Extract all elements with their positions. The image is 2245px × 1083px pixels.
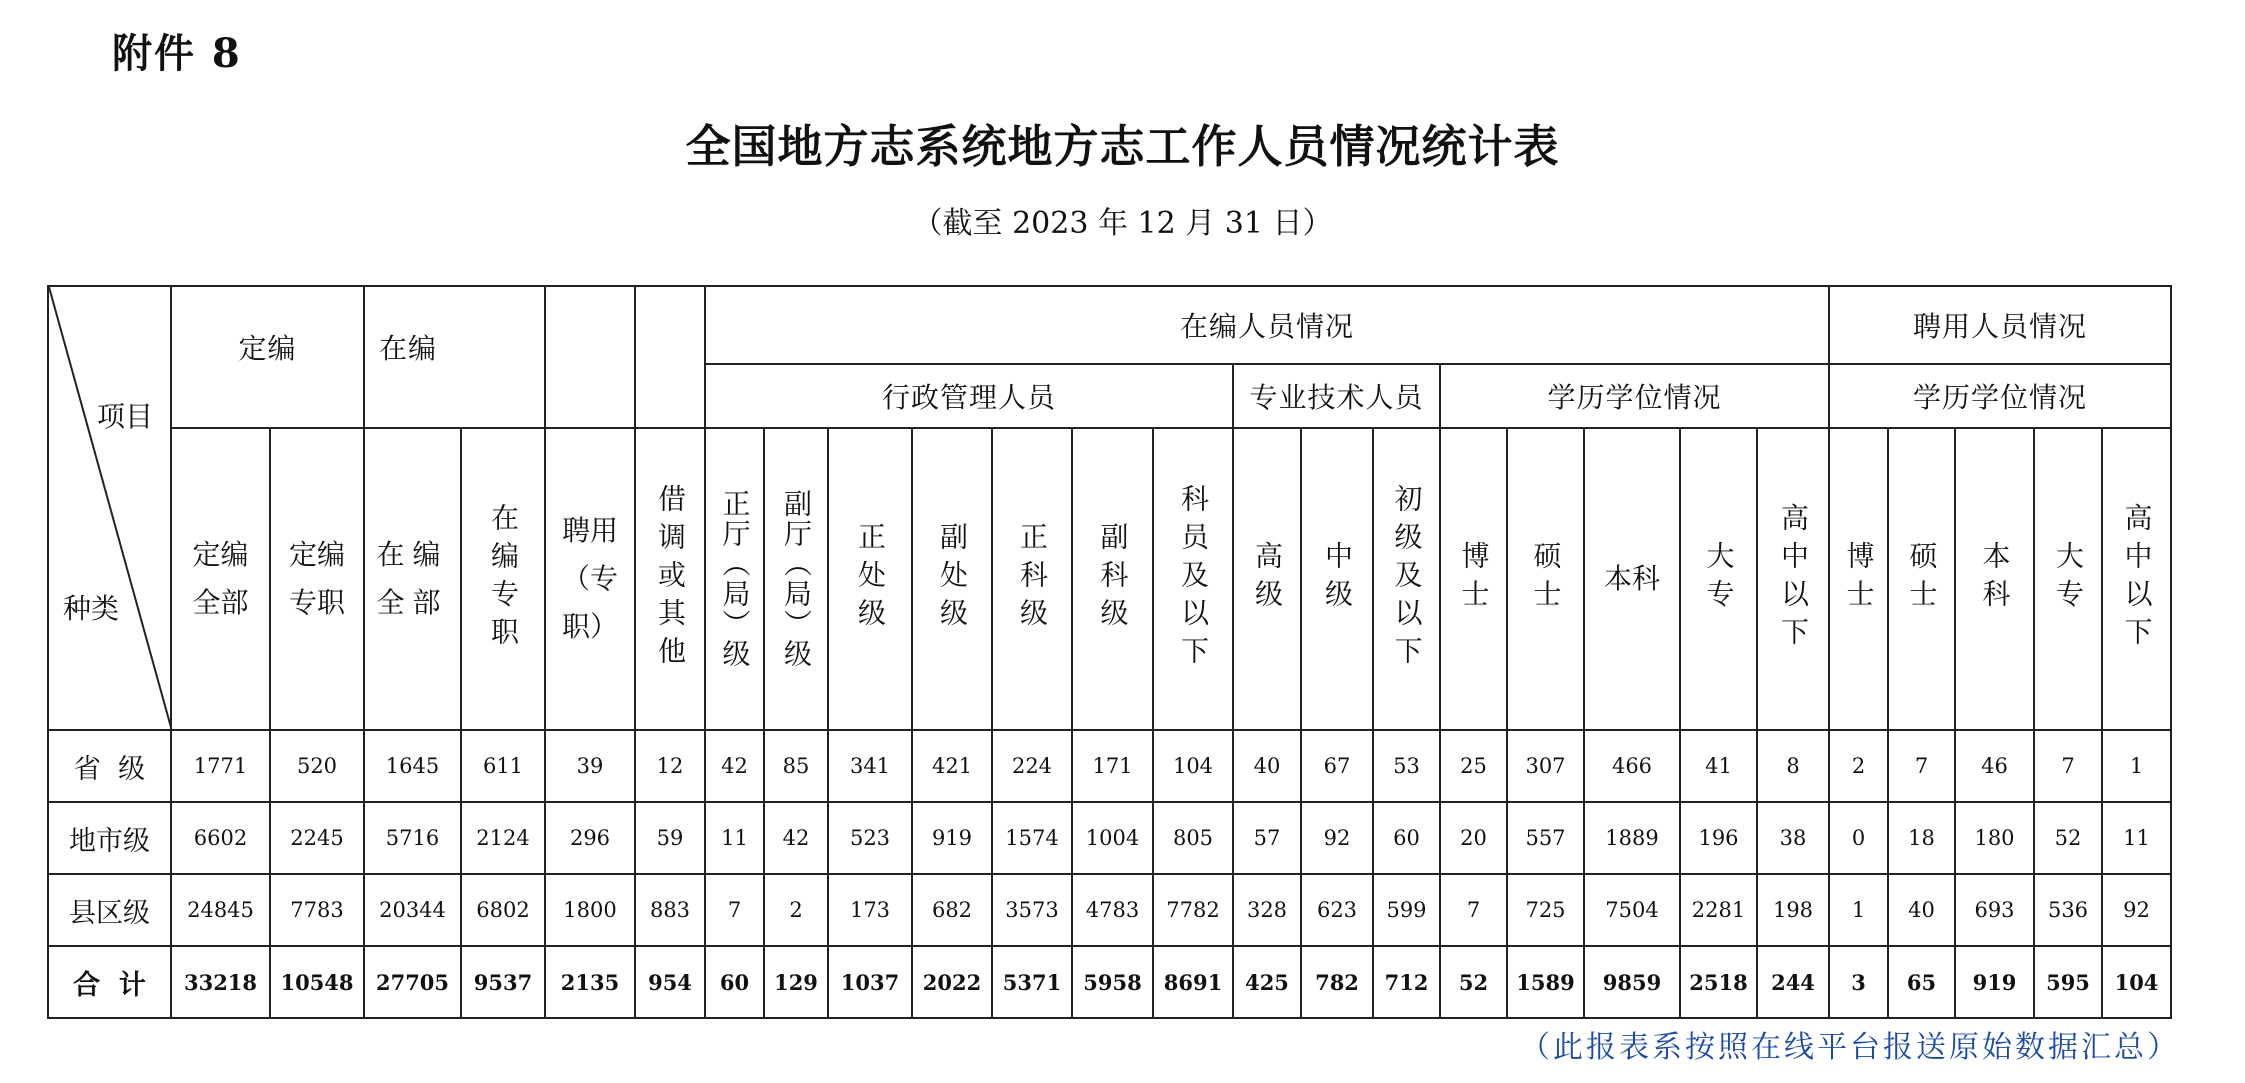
table-cell: 2518 <box>1680 946 1757 1018</box>
table-cell: 52 <box>1440 946 1507 1018</box>
table-cell: 20 <box>1440 802 1507 874</box>
col-header: 聘用 （专 职） <box>545 428 635 730</box>
col-header: 副科级 <box>1072 428 1153 730</box>
table-row <box>48 802 2171 874</box>
col-header: 定编 专职 <box>270 428 364 730</box>
table-cell: 18 <box>1888 802 1955 874</box>
header-zaibian-situation: 在编人员情况 <box>705 286 1829 364</box>
col-header: 硕士 <box>1888 428 1955 730</box>
col-header: 高中以下 <box>1757 428 1829 730</box>
table-cell: 693 <box>1955 874 2034 946</box>
table-cell: 682 <box>912 874 992 946</box>
table-cell: 7783 <box>270 874 364 946</box>
table-cell: 9537 <box>461 946 545 1018</box>
table-cell: 10548 <box>270 946 364 1018</box>
footnote: （此报表系按照在线平台报送原始数据汇总） <box>1520 1030 2180 1065</box>
col-header: 借调或其他 <box>635 428 705 730</box>
table-cell: 25 <box>1440 730 1507 802</box>
table-cell: 39 <box>545 730 635 802</box>
col-header: 中级 <box>1301 428 1373 730</box>
table-cell: 11 <box>705 802 764 874</box>
table-cell: 224 <box>992 730 1072 802</box>
header-pinyong-situation: 聘用人员情况 <box>1829 286 2171 364</box>
table-cell: 173 <box>828 874 912 946</box>
col-header: 正科级 <box>992 428 1072 730</box>
table-cell: 2245 <box>270 802 364 874</box>
col-header: 博士 <box>1440 428 1507 730</box>
table-cell: 27705 <box>364 946 461 1018</box>
table-cell: 5371 <box>992 946 1072 1018</box>
table-cell: 1004 <box>1072 802 1153 874</box>
col-header: 副厅︵局︶级 <box>764 428 828 730</box>
table-cell: 2 <box>764 874 828 946</box>
header-zaibian: 在编 <box>364 286 545 428</box>
row-label: 县区级 <box>48 874 171 946</box>
table-cell: 8 <box>1757 730 1829 802</box>
table-cell: 5958 <box>1072 946 1153 1018</box>
table-cell: 60 <box>705 946 764 1018</box>
table-cell: 46 <box>1955 730 2034 802</box>
table-cell: 9859 <box>1584 946 1680 1018</box>
table-cell: 2124 <box>461 802 545 874</box>
table-cell: 92 <box>1301 802 1373 874</box>
header-empty-1 <box>545 286 635 428</box>
col-header: 初级及以下 <box>1373 428 1440 730</box>
table-cell: 244 <box>1757 946 1829 1018</box>
table-cell: 92 <box>2102 874 2171 946</box>
col-header: 高级 <box>1233 428 1301 730</box>
col-header: 在编 全部 <box>364 428 461 730</box>
table-cell: 53 <box>1373 730 1440 802</box>
row-label: 地市级 <box>48 802 171 874</box>
statistics-table <box>47 285 2172 1019</box>
table-cell: 129 <box>764 946 828 1018</box>
table-cell: 557 <box>1507 802 1584 874</box>
table-cell: 341 <box>828 730 912 802</box>
table-cell: 954 <box>635 946 705 1018</box>
table-cell: 520 <box>270 730 364 802</box>
table-cell: 11 <box>2102 802 2171 874</box>
table-cell: 7 <box>705 874 764 946</box>
table-cell: 782 <box>1301 946 1373 1018</box>
table-cell: 20344 <box>364 874 461 946</box>
diag-label-category: 种类 <box>63 592 120 625</box>
table-cell: 42 <box>705 730 764 802</box>
header-edu-zaibian: 学历学位情况 <box>1440 364 1829 428</box>
table-cell: 40 <box>1233 730 1301 802</box>
diagonal-line <box>49 287 171 730</box>
table-cell: 725 <box>1507 874 1584 946</box>
col-header: 正厅︵局︶级 <box>705 428 764 730</box>
col-header: 正处级 <box>828 428 912 730</box>
table-cell: 523 <box>828 802 912 874</box>
header-edu-pinyong: 学历学位情况 <box>1829 364 2171 428</box>
table-cell: 5716 <box>364 802 461 874</box>
header-admin: 行政管理人员 <box>705 364 1233 428</box>
table-cell: 1 <box>1829 874 1888 946</box>
attachment-label: 附件 8 <box>112 30 242 77</box>
table-cell: 42 <box>764 802 828 874</box>
table-cell: 67 <box>1301 730 1373 802</box>
table-cell: 1889 <box>1584 802 1680 874</box>
table-cell: 2022 <box>912 946 992 1018</box>
table-cell: 65 <box>1888 946 1955 1018</box>
table-cell: 1589 <box>1507 946 1584 1018</box>
table-cell: 8691 <box>1153 946 1233 1018</box>
table-cell: 85 <box>764 730 828 802</box>
table-row <box>48 874 2171 946</box>
table-cell: 60 <box>1373 802 1440 874</box>
table-row <box>48 730 2171 802</box>
table-cell: 6602 <box>171 802 270 874</box>
table-cell: 2135 <box>545 946 635 1018</box>
table-cell: 623 <box>1301 874 1373 946</box>
table-cell: 805 <box>1153 802 1233 874</box>
table-cell: 59 <box>635 802 705 874</box>
table-cell: 536 <box>2034 874 2102 946</box>
table-cell: 919 <box>912 802 992 874</box>
diag-label-item: 项目 <box>97 400 154 433</box>
header-empty-2 <box>635 286 705 428</box>
table-cell: 1800 <box>545 874 635 946</box>
table-cell: 38 <box>1757 802 1829 874</box>
table-cell: 3573 <box>992 874 1072 946</box>
page-title: 全国地方志系统地方志工作人员情况统计表 <box>685 120 1560 173</box>
table-cell: 4783 <box>1072 874 1153 946</box>
table-cell: 41 <box>1680 730 1757 802</box>
table-cell: 0 <box>1829 802 1888 874</box>
col-header: 在编专职 <box>461 428 545 730</box>
table-total-row <box>48 946 2171 1018</box>
table-cell: 33218 <box>171 946 270 1018</box>
table-cell: 57 <box>1233 802 1301 874</box>
table-cell: 1574 <box>992 802 1072 874</box>
table-cell: 104 <box>2102 946 2171 1018</box>
col-header: 博士 <box>1829 428 1888 730</box>
table-cell: 12 <box>635 730 705 802</box>
col-header: 本科 <box>1584 428 1680 730</box>
table-cell: 2281 <box>1680 874 1757 946</box>
table-cell: 6802 <box>461 874 545 946</box>
table-cell: 421 <box>912 730 992 802</box>
table-cell: 466 <box>1584 730 1680 802</box>
table-cell: 883 <box>635 874 705 946</box>
table-cell: 7 <box>1440 874 1507 946</box>
col-header: 高中以下 <box>2102 428 2171 730</box>
table-cell: 1 <box>2102 730 2171 802</box>
table-cell: 180 <box>1955 802 2034 874</box>
col-header: 硕士 <box>1507 428 1584 730</box>
table-cell: 24845 <box>171 874 270 946</box>
col-header: 科员及以下 <box>1153 428 1233 730</box>
table-cell: 595 <box>2034 946 2102 1018</box>
date-subtitle: （截至 2023 年 12 月 31 日） <box>912 206 1333 241</box>
table-cell: 3 <box>1829 946 1888 1018</box>
table-cell: 328 <box>1233 874 1301 946</box>
table-cell: 296 <box>545 802 635 874</box>
table-cell: 40 <box>1888 874 1955 946</box>
header-dingbian: 定编 <box>171 286 364 428</box>
table-cell: 1037 <box>828 946 912 1018</box>
table-cell: 171 <box>1072 730 1153 802</box>
table-cell: 1645 <box>364 730 461 802</box>
col-header: 本科 <box>1955 428 2034 730</box>
table-cell: 919 <box>1955 946 2034 1018</box>
table-cell: 104 <box>1153 730 1233 802</box>
table-cell: 1771 <box>171 730 270 802</box>
table-cell: 7 <box>1888 730 1955 802</box>
table-cell: 7782 <box>1153 874 1233 946</box>
table-cell: 196 <box>1680 802 1757 874</box>
table-cell: 2 <box>1829 730 1888 802</box>
table-cell: 198 <box>1757 874 1829 946</box>
table-cell: 712 <box>1373 946 1440 1018</box>
table-cell: 599 <box>1373 874 1440 946</box>
col-header: 定编 全部 <box>171 428 270 730</box>
row-label: 省 级 <box>48 730 171 802</box>
table-cell: 7504 <box>1584 874 1680 946</box>
header-diagonal-cell <box>48 286 171 730</box>
col-header: 大专 <box>2034 428 2102 730</box>
table-cell: 7 <box>2034 730 2102 802</box>
table-cell: 425 <box>1233 946 1301 1018</box>
header-tech: 专业技术人员 <box>1233 364 1440 428</box>
table-cell: 307 <box>1507 730 1584 802</box>
table-cell: 611 <box>461 730 545 802</box>
row-label: 合 计 <box>48 946 171 1018</box>
table-cell: 52 <box>2034 802 2102 874</box>
col-header: 副处级 <box>912 428 992 730</box>
col-header: 大专 <box>1680 428 1757 730</box>
